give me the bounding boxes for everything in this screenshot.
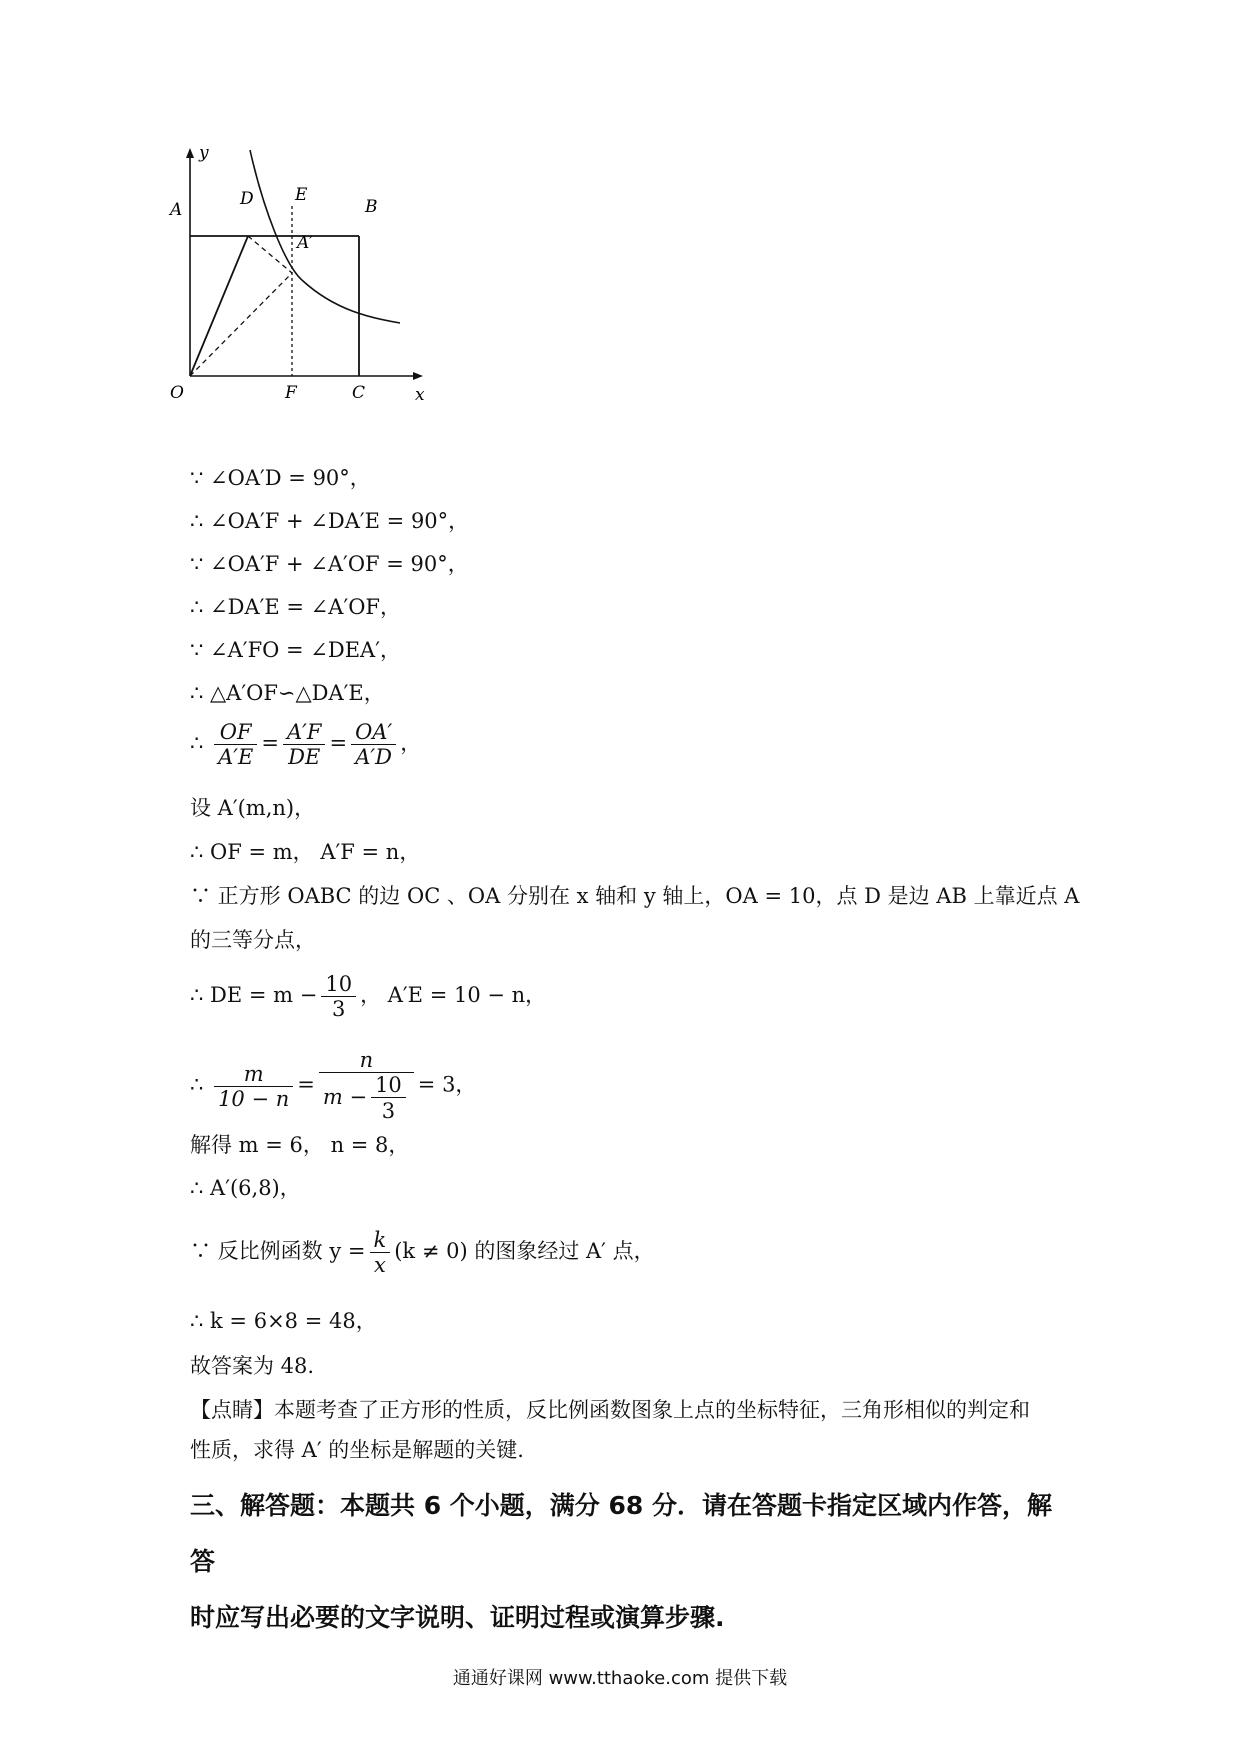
step-9: ∴ OF = m， A′F = n， <box>190 840 421 864</box>
step-5: ∵ ∠A′FO = ∠DEA′， <box>190 638 401 662</box>
label-D: D <box>240 189 254 209</box>
fraction-of-ae: $\frac{OF}{A'E}$ <box>214 720 257 769</box>
step-15: ∵ 反比例函数 y = $\frac{k}{x}$ (k ≠ 0) 的图象经过 A′ 点， <box>190 1228 655 1277</box>
segment-OA-prime <box>190 273 292 376</box>
section-heading: 三、解答题：本题共 6 个小题，满分 68 分．请在答题卡指定区域内作答，解答 时应写出必要的文字说明、证明过程或演算步骤. <box>190 1491 1053 1632</box>
step-10: ∵ 正方形 OABC 的边 OC 、OA 分别在 x 轴和 y 轴上，OA = 10，点 D 是边 AB 上靠近点 A <box>190 884 1080 908</box>
therefore-symbol: ∴ <box>190 731 204 755</box>
fraction-m-over-10-n: $\frac{m}{10 - n}$ <box>214 1062 293 1111</box>
geometry-figure <box>170 143 425 408</box>
segment-OD <box>190 236 248 376</box>
step-12: ∴ $\frac{m}{10 - n}$ = n m − $\frac{10}{3}$ = 3， <box>190 1048 477 1123</box>
step-1: ∵ ∠OA′D = 90°， <box>190 466 371 490</box>
step-14: ∴ A′(6,8)， <box>190 1176 301 1200</box>
label-O: O <box>170 383 184 403</box>
step-2: ∴ ∠OA′F + ∠DA′E = 90°， <box>190 509 470 533</box>
step-6: ∴ △A′OF∽△DA′E， <box>190 681 385 705</box>
label-B: B <box>365 197 378 217</box>
step-10b: 的三等分点， <box>190 928 316 952</box>
step-8: 设 A′(m,n)， <box>190 796 316 820</box>
fraction-10-3: $\frac{10}{3}$ <box>321 972 356 1021</box>
fraction-af-de: $\frac{A'F}{DE}$ <box>283 720 326 769</box>
footer-text: 通通好课网 www.tthaoke.com 提供下载 <box>452 1668 788 1689</box>
final-answer: 故答案为 48. <box>190 1354 315 1378</box>
step-4: ∴ ∠DA′E = ∠A′OF， <box>190 595 401 619</box>
label-y: y <box>199 143 209 163</box>
label-x: x <box>415 385 425 405</box>
fraction-oa-ad: $\frac{OA'}{A'D}$ <box>351 720 396 769</box>
step-16: ∴ k = 6×8 = 48， <box>190 1309 377 1333</box>
step-13: 解得 m = 6， n = 8， <box>190 1133 410 1157</box>
comment-paragraph: 【点睛】本题考查了正方形的性质，反比例函数图象上点的坐标特征，三角形相似的判定和 性质，求得 A′ 的坐标是解题的关键. <box>190 1398 1030 1462</box>
label-F: F <box>285 383 297 403</box>
label-A: A <box>170 200 183 220</box>
fraction-n-over-m-10-3: n m − $\frac{10}{3}$ <box>319 1048 414 1124</box>
step-11: ∴ DE = m − $\frac{10}{3}$ ， A′E = 10 − n， <box>190 972 547 1021</box>
label-E: E <box>295 185 308 205</box>
label-C: C <box>352 383 366 403</box>
fraction-k-over-x: $\frac{k}{x}$ <box>370 1228 391 1277</box>
label-A-prime: A′ <box>297 233 314 253</box>
x-axis-arrow <box>413 372 423 380</box>
y-axis-arrow <box>186 148 194 158</box>
step-7-ratio: ∴ $\frac{OF}{A'E}$ = $\frac{A'F}{DE}$ = $\frac{OA'}{A'D}$ ， <box>190 720 422 769</box>
step-3: ∵ ∠OA′F + ∠A′OF = 90°， <box>190 552 469 576</box>
